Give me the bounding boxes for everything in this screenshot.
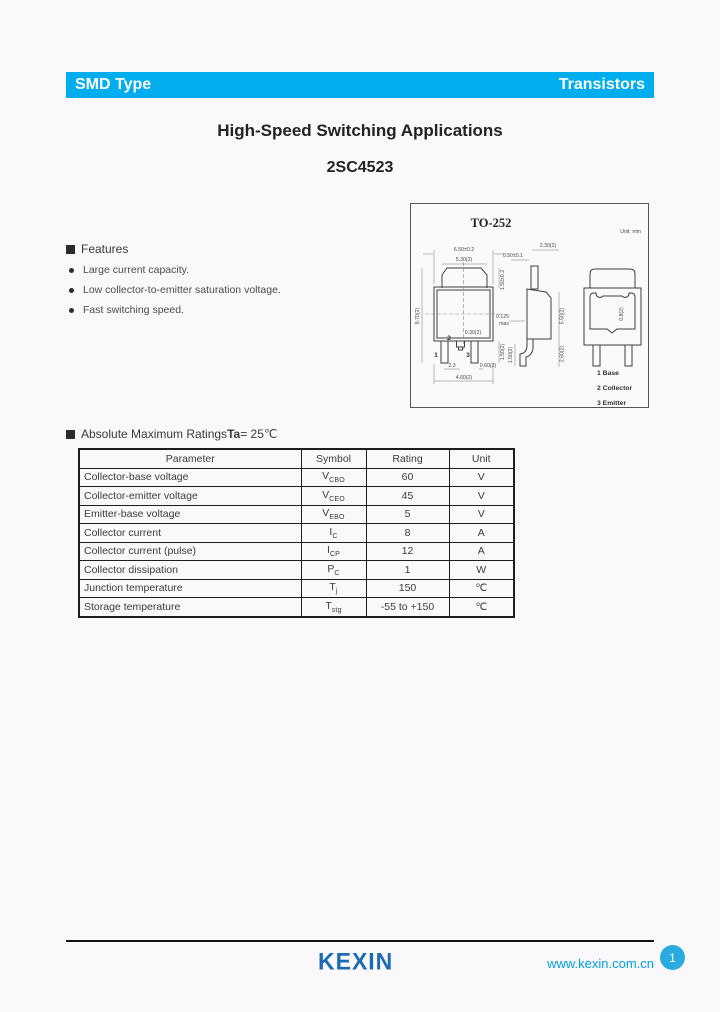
col-parameter: Parameter bbox=[79, 449, 301, 468]
header-right-label: Transistors bbox=[558, 76, 645, 93]
dim-side-tab-thickness: 0.50±0.1 bbox=[502, 253, 523, 259]
pin-legend-base: 1 Base bbox=[597, 370, 619, 377]
col-unit: Unit bbox=[449, 449, 514, 468]
features-heading-label: Features bbox=[81, 242, 129, 256]
dim-front-width-tab: 5.30(2) bbox=[455, 257, 473, 263]
cell-symbol: $V_{EBO}$ bbox=[301, 505, 366, 524]
cell-rating: 1 bbox=[366, 561, 449, 580]
table-row bbox=[79, 542, 514, 561]
dim-side-body-height: 5.50(2) bbox=[559, 307, 566, 325]
cell-unit: A bbox=[449, 524, 514, 543]
cell-parameter: Collector-emitter voltage bbox=[79, 487, 301, 506]
package-title: TO-252 bbox=[470, 216, 512, 230]
pin-number-1: 1 bbox=[434, 352, 438, 359]
page-number: 1 bbox=[669, 950, 676, 965]
dim-front-lead-width: 0.60(2) bbox=[479, 363, 497, 369]
col-symbol: Symbol bbox=[301, 449, 366, 468]
unit-label: Unit: mm bbox=[620, 229, 641, 235]
abs-max-ratings-table bbox=[78, 448, 515, 618]
feature-item bbox=[66, 304, 281, 316]
dim-side-standoff: 0.125 bbox=[496, 314, 509, 320]
package-outline-drawing bbox=[411, 204, 648, 407]
cell-rating: 45 bbox=[366, 487, 449, 506]
table-row bbox=[79, 561, 514, 580]
pin-number-2: 2 bbox=[447, 335, 451, 342]
feature-item bbox=[66, 284, 281, 296]
dim-front-lead-length: 1.50(2) bbox=[500, 343, 506, 361]
cell-parameter: Collector-base voltage bbox=[79, 468, 301, 487]
pin-legend-collector: 2 Collector bbox=[597, 385, 633, 392]
table-row bbox=[79, 468, 514, 487]
table-row bbox=[79, 505, 514, 524]
cell-symbol: $I_C$ bbox=[301, 524, 366, 543]
cell-symbol: $T_{stg}$ bbox=[301, 598, 366, 617]
cell-parameter: Emitter-base voltage bbox=[79, 505, 301, 524]
table-row bbox=[79, 579, 514, 598]
dim-side-thickness: 2.30(2) bbox=[539, 243, 557, 249]
feature-text: Fast switching speed. bbox=[83, 304, 184, 316]
ratings-heading-ta: Ta bbox=[227, 427, 241, 441]
pin-number-3: 3 bbox=[466, 352, 470, 359]
header-left-label: SMD Type bbox=[75, 76, 152, 93]
dim-front-lead-span: 4.60(2) bbox=[455, 375, 473, 381]
square-bullet-icon bbox=[66, 430, 75, 439]
features-heading bbox=[66, 242, 281, 256]
table-header-row bbox=[79, 449, 514, 468]
cell-parameter: Collector current bbox=[79, 524, 301, 543]
square-bullet-icon bbox=[66, 245, 75, 254]
application-title: High-Speed Switching Applications bbox=[217, 121, 503, 140]
cell-unit: V bbox=[449, 487, 514, 506]
cell-rating: 12 bbox=[366, 542, 449, 561]
pin-legend-emitter: 3 Emitter bbox=[597, 400, 627, 407]
table-row bbox=[79, 598, 514, 617]
part-number-title: 2SC4523 bbox=[326, 159, 394, 176]
header-bar bbox=[66, 72, 654, 98]
footer-divider bbox=[66, 940, 654, 942]
feature-item bbox=[66, 264, 281, 276]
ratings-heading-suffix: = 25℃ bbox=[240, 427, 278, 441]
ratings-heading-prefix: Absolute Maximum Ratings bbox=[81, 427, 228, 441]
cell-parameter: Junction temperature bbox=[79, 579, 301, 598]
dim-front-width-outer: 6.50±0.2 bbox=[453, 247, 475, 253]
features-section bbox=[66, 242, 281, 316]
page-number-badge bbox=[660, 945, 685, 970]
cell-rating: 8 bbox=[366, 524, 449, 543]
cell-parameter: Collector dissipation bbox=[79, 561, 301, 580]
dim-back-inner: 0.8(2) bbox=[619, 307, 625, 321]
ratings-heading bbox=[66, 427, 277, 441]
feature-text: Large current capacity. bbox=[83, 264, 190, 276]
side-dim-lines bbox=[510, 250, 559, 367]
dim-side-lead-height: 2.60(2) bbox=[559, 345, 566, 363]
cell-unit: V bbox=[449, 505, 514, 524]
dim-side-lead-length: 1.50(2) bbox=[508, 346, 514, 364]
cell-parameter: Storage temperature bbox=[79, 598, 301, 617]
table-row bbox=[79, 524, 514, 543]
cell-unit: A bbox=[449, 542, 514, 561]
side-view bbox=[520, 266, 551, 366]
cell-rating: 5 bbox=[366, 505, 449, 524]
website-link[interactable]: www.kexin.com.cn bbox=[547, 956, 654, 971]
dot-bullet-icon bbox=[69, 308, 74, 313]
dim-front-tab-height: 1.50±0.2 bbox=[500, 269, 506, 291]
cell-parameter: Collector current (pulse) bbox=[79, 542, 301, 561]
cell-rating: 150 bbox=[366, 579, 449, 598]
cell-symbol: $P_C$ bbox=[301, 561, 366, 580]
cell-rating: 60 bbox=[366, 468, 449, 487]
dot-bullet-icon bbox=[69, 268, 74, 273]
cell-symbol: $T_j$ bbox=[301, 579, 366, 598]
cell-symbol: $V_{CEO}$ bbox=[301, 487, 366, 506]
back-view bbox=[584, 269, 641, 366]
col-rating: Rating bbox=[366, 449, 449, 468]
dim-front-lead-pitch: 2.3 bbox=[448, 363, 456, 369]
dim-front-total-height: 9.70(2) bbox=[415, 307, 421, 325]
kexin-logo: KEXIN bbox=[318, 947, 394, 975]
package-drawing-box bbox=[410, 203, 649, 408]
table-row bbox=[79, 487, 514, 506]
dot-bullet-icon bbox=[69, 288, 74, 293]
cell-rating: -55 to +150 bbox=[366, 598, 449, 617]
cell-unit: W bbox=[449, 561, 514, 580]
cell-unit: V bbox=[449, 468, 514, 487]
feature-text: Low collector-to-emitter saturation voltage. bbox=[83, 284, 281, 296]
cell-unit: ℃ bbox=[449, 579, 514, 598]
dim-side-standoff-max: max bbox=[499, 321, 509, 327]
cell-unit: ℃ bbox=[449, 598, 514, 617]
dim-front-center-stub: 0.30(2) bbox=[464, 330, 482, 336]
cell-symbol: $I_{CP}$ bbox=[301, 542, 366, 561]
cell-symbol: $V_{CBO}$ bbox=[301, 468, 366, 487]
